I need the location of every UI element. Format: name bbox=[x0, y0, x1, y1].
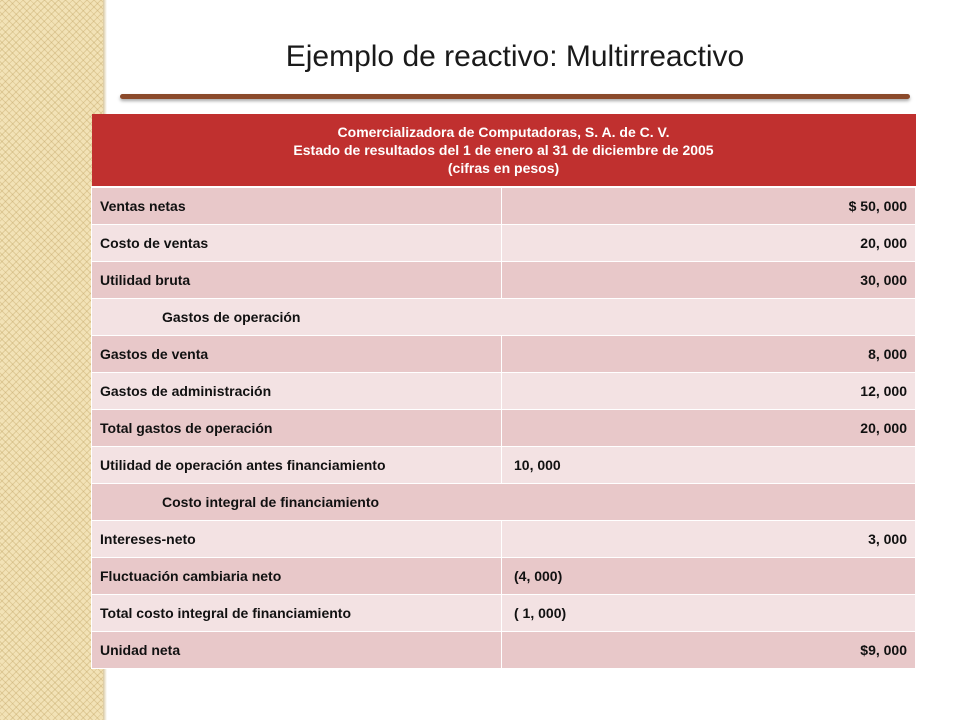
section-row bbox=[92, 299, 916, 336]
table-row bbox=[92, 373, 916, 410]
row-amount: 20, 000 bbox=[502, 225, 916, 262]
currency-note: (cifras en pesos) bbox=[447, 160, 560, 176]
section-heading: Gastos de operación bbox=[92, 299, 916, 336]
row-amount: 12, 000 bbox=[502, 373, 916, 410]
row-label: Fluctuación cambiaria neto bbox=[92, 558, 502, 595]
table-row bbox=[92, 595, 916, 632]
row-amount: ( 1, 000) bbox=[502, 595, 916, 632]
title-underline bbox=[120, 94, 910, 99]
decorative-side-strip bbox=[0, 0, 103, 720]
row-amount: 10, 000 bbox=[502, 447, 916, 484]
table-row bbox=[92, 447, 916, 484]
section-row bbox=[92, 484, 916, 521]
row-amount: $ 50, 000 bbox=[502, 187, 916, 225]
row-label: Utilidad bruta bbox=[92, 262, 502, 299]
section-heading: Costo integral de financiamiento bbox=[92, 484, 916, 521]
statement-period: Estado de resultados del 1 de enero al 31 de diciembre de 2005 bbox=[293, 142, 714, 158]
row-amount: (4, 000) bbox=[502, 558, 916, 595]
table-row bbox=[92, 336, 916, 373]
row-label: Ventas netas bbox=[92, 187, 502, 225]
slide-title: Ejemplo de reactivo: Multirreactivo bbox=[285, 40, 745, 73]
table-row bbox=[92, 558, 916, 595]
row-amount: 8, 000 bbox=[502, 336, 916, 373]
row-label: Unidad neta bbox=[92, 632, 502, 669]
table-row bbox=[92, 225, 916, 262]
row-amount: 20, 000 bbox=[502, 410, 916, 447]
table-row bbox=[92, 187, 916, 225]
table-row bbox=[92, 521, 916, 558]
row-amount: $9, 000 bbox=[502, 632, 916, 669]
row-amount: 30, 000 bbox=[502, 262, 916, 299]
row-label: Utilidad de operación antes financiamiento bbox=[92, 447, 502, 484]
table-header bbox=[92, 114, 916, 187]
row-amount: 3, 000 bbox=[502, 521, 916, 558]
row-label: Gastos de venta bbox=[92, 336, 502, 373]
income-statement-table bbox=[91, 114, 916, 669]
table-row bbox=[92, 262, 916, 299]
company-name: Comercializadora de Computadoras, S. A. de C. V. bbox=[337, 124, 670, 140]
table-row bbox=[92, 410, 916, 447]
table-header-row bbox=[92, 114, 916, 187]
row-label: Total costo integral de financiamiento bbox=[92, 595, 502, 632]
row-label: Total gastos de operación bbox=[92, 410, 502, 447]
table-row bbox=[92, 632, 916, 669]
row-label: Gastos de administración bbox=[92, 373, 502, 410]
row-label: Costo de ventas bbox=[92, 225, 502, 262]
row-label: Intereses-neto bbox=[92, 521, 502, 558]
